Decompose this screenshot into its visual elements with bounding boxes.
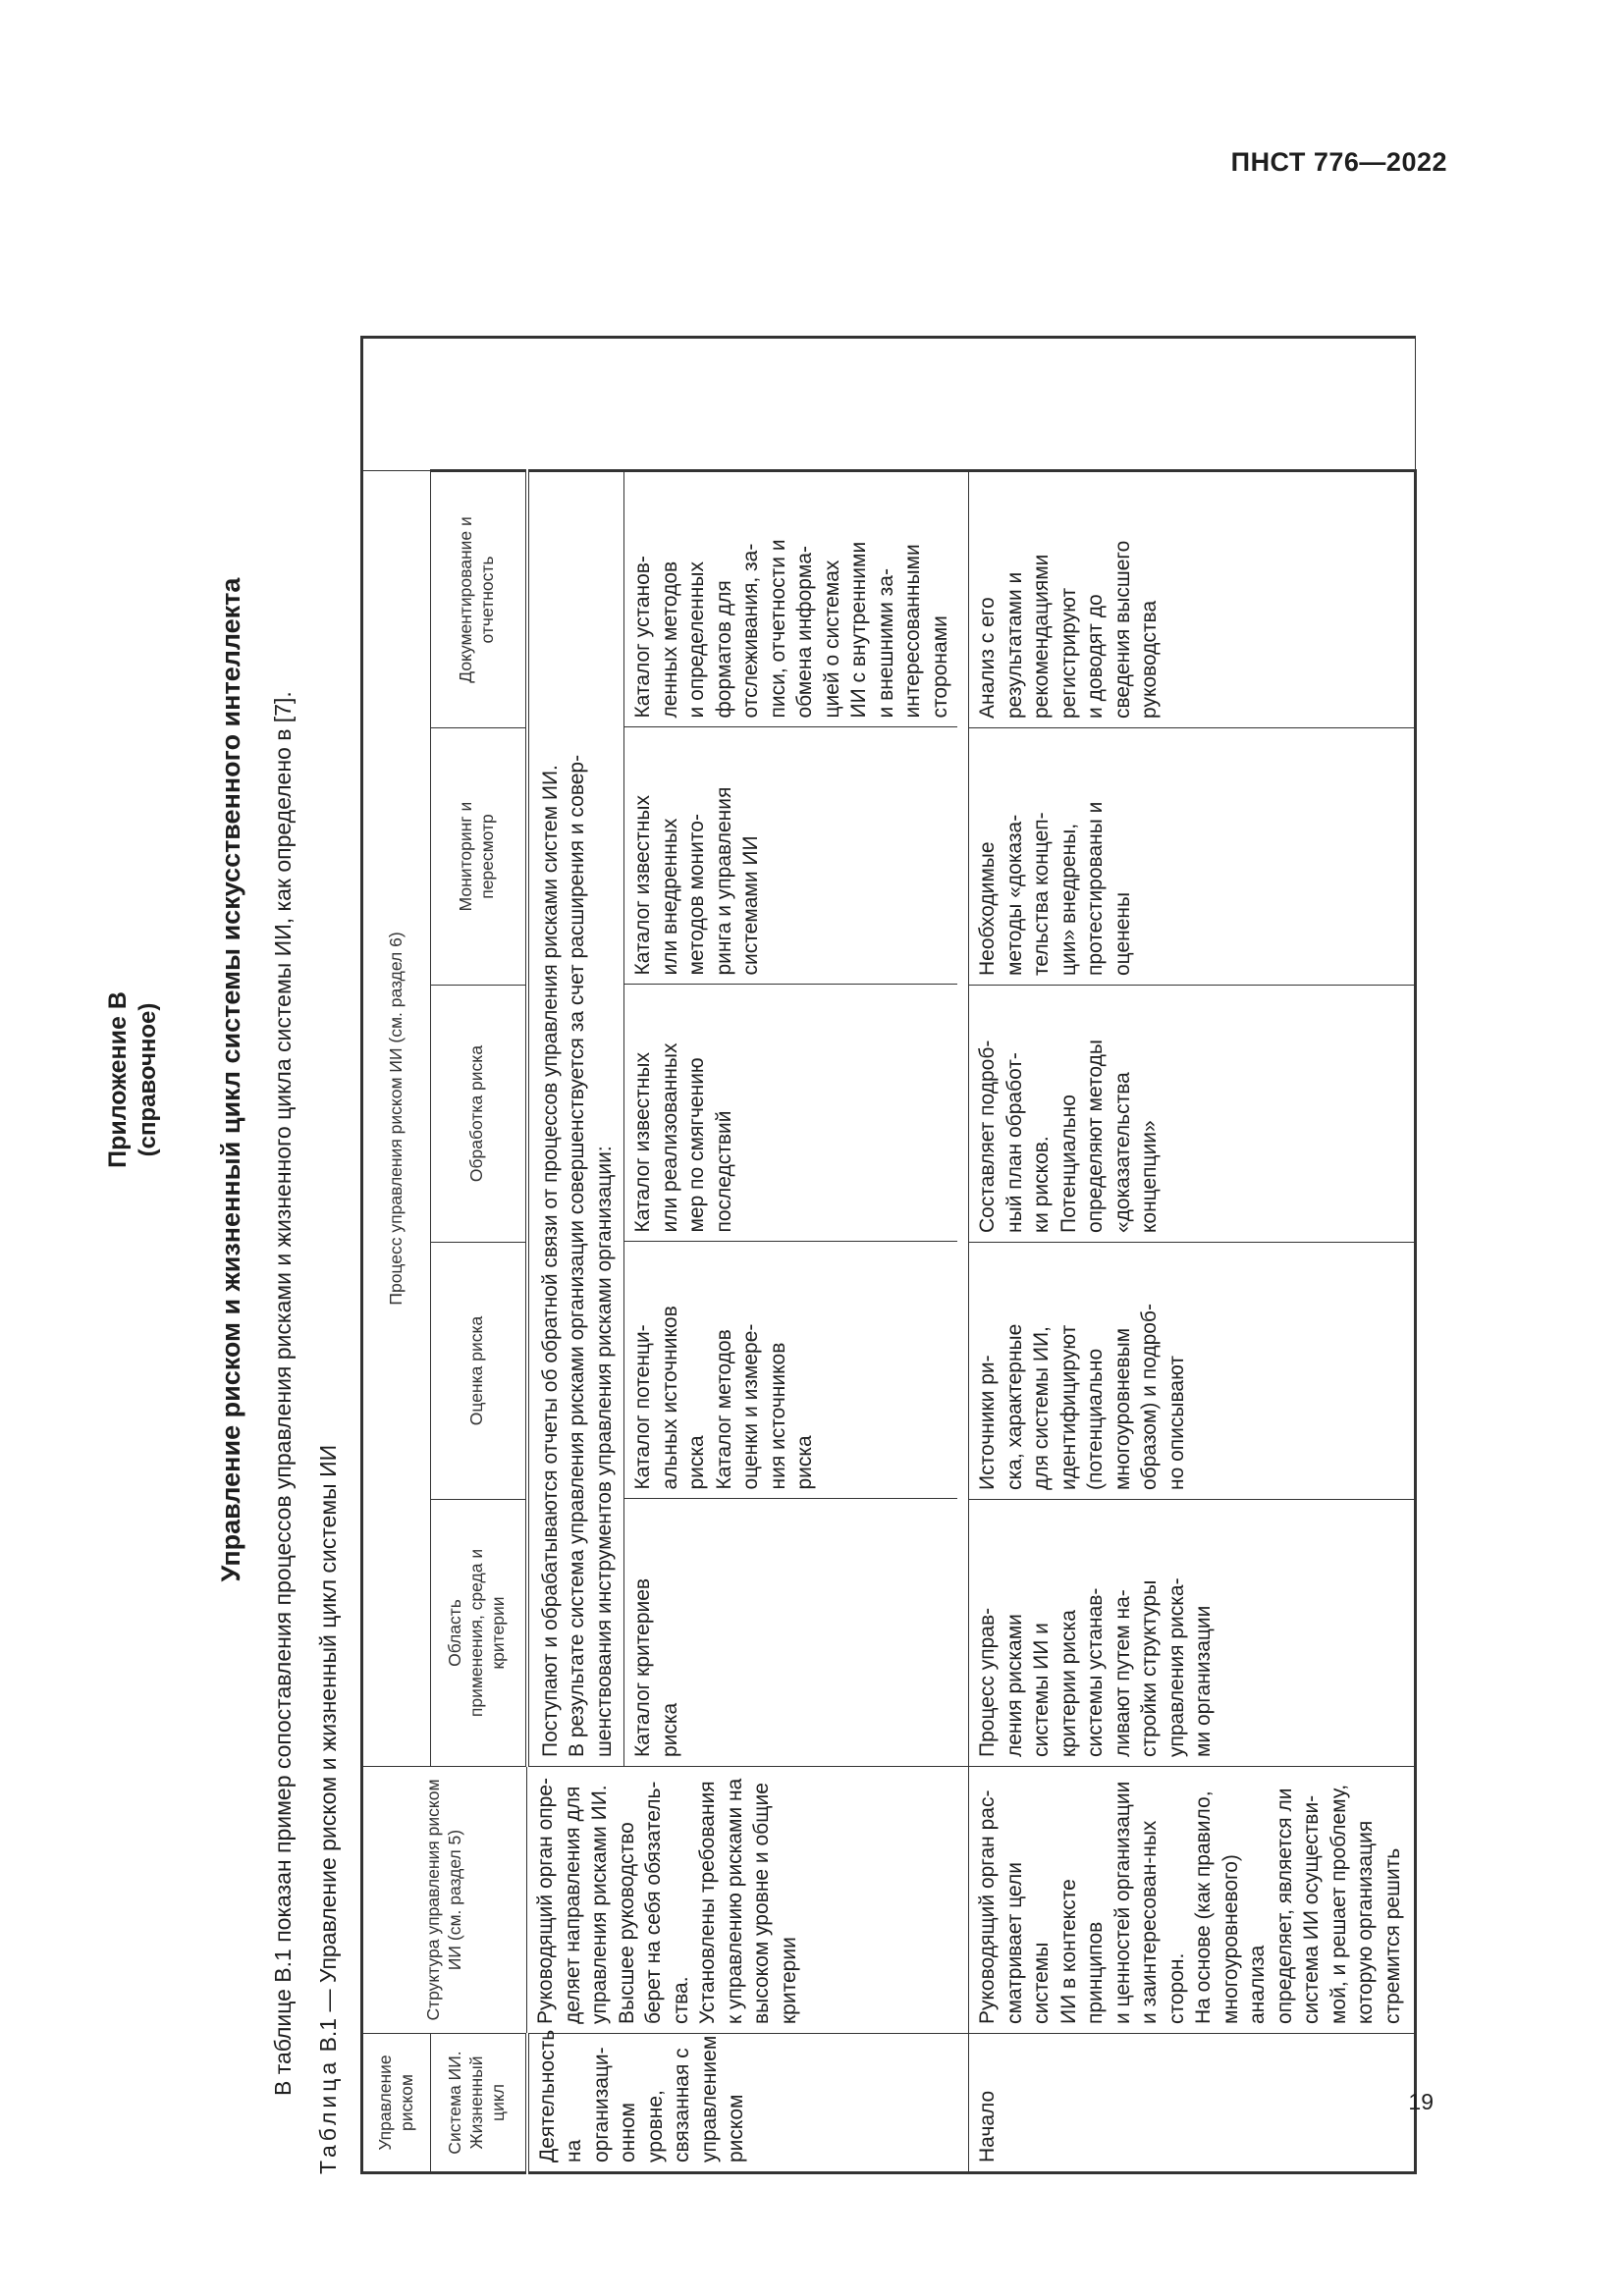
row1-process-cell <box>527 470 969 1766</box>
table-caption <box>315 1445 342 2174</box>
header-process-group: Процесс управления риском ИИ (см. раздел 6) <box>362 470 431 1766</box>
risk-lifecycle-table <box>360 336 1417 2174</box>
row2-assessment: Источники ри- ска, характерные для системы ИИ, идентифицируют (потенциально многоуровневым образом) и подроб- но описывают <box>969 1243 1416 1500</box>
row1-lifecycle: Деятельность на организаци- онном уровне, связанная с управлением риском <box>527 2034 969 2173</box>
subheader-treatment: Обработка риска <box>431 986 527 1243</box>
table-caption-number: В.1 <box>315 2017 341 2053</box>
empty-right-column <box>362 337 1416 470</box>
section-title: Управление риском и жизненный цикл системы искусственного интеллекта <box>216 577 245 1582</box>
appendix-title: Приложение В <box>104 991 132 1168</box>
row1-structure: Руководящий орган опре- деляет направления для управления рисками ИИ. Высшее руководство берет на себя обязатель- ства. Установлены требования к управлению рисками на высоком уровне и общие критерии <box>527 1767 969 2034</box>
header-lifecycle: Система ИИ. Жизненный цикл <box>431 2034 527 2173</box>
row2-monitoring: Необходимые методы «доказа- тельства концеп- ции» внедрены, протестированы и оценены <box>969 728 1416 986</box>
header-structure: Структура управления риском ИИ (см. раздел 5) <box>362 1767 527 2034</box>
row1-assessment: Каталог потенци- альных источников риска Каталог методов оценки и измере- ния источников риска <box>624 1242 957 1499</box>
row1-catalog-table <box>624 470 957 1766</box>
subheader-scope: Область применения, среда и критерии <box>431 1500 527 1767</box>
appendix-heading <box>103 0 163 2174</box>
row1-scope: Каталог критериев риска <box>624 1499 957 1766</box>
subheader-documentation: Документирование и отчетность <box>431 470 527 727</box>
row2-scope: Процесс управ- ления рисками системы ИИ и критерии риска системы устанав- ливают путем на- стройки структуры управления риска- ми организации <box>969 1500 1416 1767</box>
row1-monitoring: Каталог известных или внедренных методов монито- ринга и управления системами ИИ <box>624 727 957 985</box>
subheader-monitoring: Мониторинг и пересмотр <box>431 728 527 986</box>
row2-structure: Руководящий орган рас- сматривает цели системы ИИ в контексте принципов и ценностей организации и заинтересован-ных сторон. На основе (как правило, многоуровневого) анализа определяет, является ли система ИИ осуществи- мой, и решает проблему, которую организация стремится решить <box>969 1767 1416 2034</box>
row2-lifecycle: Начало <box>969 2034 1416 2173</box>
intro-paragraph: В таблице В.1 показан пример сопоставления процессов управления рисками и жизненного цикла системы ИИ, как определено в [7]. <box>270 691 296 2096</box>
table-caption-lead: Таблица <box>315 2057 341 2174</box>
appendix-note: (справочное) <box>135 1002 161 1157</box>
page-number: 19 <box>1408 2089 1434 2114</box>
row2-treatment: Составляет подроб- ный план обработ- ки рисков. Потенциально определяют методы «доказательства концепции» <box>969 986 1416 1243</box>
row2-documentation: Анализ с его результатами и рекомендациями регистрируют и доводят до сведения высшего руководства <box>969 470 1416 727</box>
subheader-assessment: Оценка риска <box>431 1243 527 1500</box>
row1-merged-note: Поступают и обрабатываются отчеты об обратной связи от процессов управления рисками систем ИИ. В результате система управления рисками организации совершенствуется за счет расширения и совер- шенствования инструментов управления рисками организации: <box>529 472 625 1766</box>
standard-code: ПНСТ 776—2022 <box>1230 147 1447 177</box>
table-caption-text: — Управление риском и жизненный цикл системы ИИ <box>315 1444 341 2012</box>
row1-treatment: Каталог известных или реализованных мер по смягчению последствий <box>624 985 957 1242</box>
row1-documentation: Каталог установ- ленных методов и определенных форматов для отслеживания, за- писи, отчетности и обмена информа- цией о системах ИИ с внутренними и внешними за- интересованными сторонами <box>631 539 951 719</box>
rotated-landscape-content <box>103 0 1576 2174</box>
header-risk-management: Управление риском <box>362 2034 431 2173</box>
